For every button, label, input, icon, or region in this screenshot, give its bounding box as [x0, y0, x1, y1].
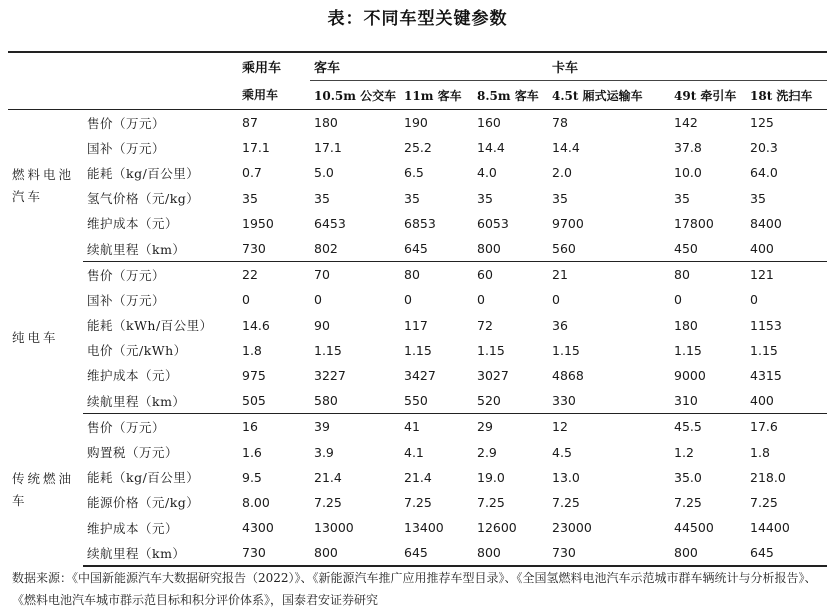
value-cell: 9700	[552, 215, 584, 231]
value-cell: 1153	[750, 317, 782, 333]
header-row-top	[8, 52, 827, 81]
metric-label: 续航里程（km）	[83, 236, 238, 262]
value-cell: 7.25	[314, 494, 342, 510]
value-cell: 80	[674, 267, 690, 283]
value-cell: 802	[310, 236, 400, 262]
value-cell: 36	[552, 317, 568, 333]
table-row	[8, 313, 827, 338]
table-row	[8, 515, 827, 540]
value-cell: 9000	[674, 367, 706, 383]
value-cell: 35	[404, 190, 420, 206]
value-cell: 400	[746, 388, 827, 414]
table-row	[8, 110, 827, 136]
value-cell: 45.5	[674, 419, 702, 435]
table-row	[8, 287, 827, 312]
value-cell: 35	[314, 190, 330, 206]
value-cell: 3227	[314, 367, 346, 383]
table-row	[8, 338, 827, 363]
value-cell: 730	[238, 236, 310, 262]
value-cell: 6.5	[404, 165, 424, 181]
value-cell: 1.8	[242, 342, 262, 358]
value-cell: 90	[314, 317, 330, 333]
value-cell: 1.8	[750, 444, 770, 460]
value-cell: 800	[670, 540, 746, 566]
value-cell: 4868	[552, 367, 584, 383]
value-cell: 21.4	[404, 469, 432, 485]
value-cell: 2.9	[477, 444, 497, 460]
value-cell: 550	[400, 388, 473, 414]
value-cell: 70	[314, 267, 330, 283]
metric-label: 国补（万元）	[87, 140, 166, 156]
value-cell: 4.0	[477, 165, 497, 181]
value-cell: 4300	[242, 520, 274, 536]
value-cell: 12	[552, 419, 568, 435]
value-cell: 80	[404, 267, 420, 283]
value-cell: 121	[750, 267, 774, 283]
value-cell: 7.25	[674, 494, 702, 510]
table-row	[8, 262, 827, 288]
value-cell: 17.6	[750, 419, 778, 435]
value-cell: 6453	[314, 215, 346, 231]
value-cell: 87	[242, 115, 258, 131]
value-cell: 1.2	[674, 444, 694, 460]
metric-label: 购置税（万元）	[87, 445, 179, 461]
value-cell: 505	[238, 388, 310, 414]
table-row	[8, 186, 827, 211]
value-cell: 3027	[477, 367, 509, 383]
value-cell: 64.0	[750, 165, 778, 181]
value-cell: 9.5	[242, 469, 262, 485]
value-cell: 14.4	[552, 140, 580, 156]
table-row	[8, 236, 827, 262]
value-cell: 19.0	[477, 469, 505, 485]
metric-label: 维护成本（元）	[87, 368, 179, 384]
value-cell: 17.1	[242, 140, 270, 156]
value-cell: 6053	[477, 215, 509, 231]
metric-label: 能源价格（元/kg）	[87, 495, 200, 511]
subheader-cell: 10.5m 公交车	[310, 81, 400, 110]
metric-label: 续航里程（km）	[83, 540, 238, 566]
value-cell: 23000	[552, 520, 592, 536]
group-label: 燃料电池汽车	[12, 166, 75, 204]
metric-label: 售价（万元）	[87, 115, 166, 131]
value-cell: 35	[552, 190, 568, 206]
value-cell: 330	[548, 388, 670, 414]
subheader-cell: 4.5t 厢式运输车	[548, 81, 670, 110]
value-cell: 1.15	[552, 342, 580, 358]
value-cell: 10.0	[674, 165, 702, 181]
value-cell: 39	[314, 419, 330, 435]
metric-label: 维护成本（元）	[87, 520, 179, 536]
table-row	[8, 439, 827, 464]
value-cell: 4315	[750, 367, 782, 383]
subheader-cell: 8.5m 客车	[473, 81, 548, 110]
value-cell: 800	[473, 236, 548, 262]
subheader-cell: 乘用车	[238, 81, 310, 110]
value-cell: 29	[477, 419, 493, 435]
value-cell: 0.7	[242, 165, 262, 181]
value-cell: 800	[473, 540, 548, 566]
value-cell: 7.25	[477, 494, 505, 510]
value-cell: 14400	[750, 520, 790, 536]
value-cell: 13400	[404, 520, 444, 536]
value-cell: 35	[242, 190, 258, 206]
group-label: 传统燃油车	[12, 471, 75, 509]
data-source-note: 数据来源：《中国新能源汽车大数据研究报告（2022）》、《新能源汽车推广应用推荐车型目录》、《全国氢燃料电池汽车示范城市群车辆统计与分析报告》、《燃料电池汽车城市群示范目标和积分评价体系》，国泰君安证券研究	[12, 571, 817, 607]
value-cell: 17800	[674, 215, 714, 231]
value-cell: 5.0	[314, 165, 334, 181]
value-cell: 730	[238, 540, 310, 566]
value-cell: 35	[674, 190, 690, 206]
subheader-cell: 18t 洗扫车	[746, 81, 827, 110]
value-cell: 8.00	[242, 494, 270, 510]
table-title: 表：不同车型关键参数	[327, 9, 508, 29]
value-cell: 35.0	[674, 469, 702, 485]
value-cell: 560	[548, 236, 670, 262]
value-cell: 14.6	[242, 317, 270, 333]
value-cell: 17.1	[314, 140, 342, 156]
value-cell: 800	[310, 540, 400, 566]
value-cell: 16	[242, 419, 258, 435]
value-cell: 2.0	[552, 165, 572, 181]
metric-label: 能耗（kg/百公里）	[87, 165, 200, 181]
metric-label: 维护成本（元）	[87, 216, 179, 232]
value-cell: 975	[242, 367, 266, 383]
value-cell: 37.8	[674, 140, 702, 156]
header-bus: 客车	[310, 52, 548, 81]
value-cell: 400	[746, 236, 827, 262]
value-cell: 13.0	[552, 469, 580, 485]
value-cell: 44500	[674, 520, 714, 536]
value-cell: 1.6	[242, 444, 262, 460]
value-cell: 1.15	[750, 342, 778, 358]
value-cell: 7.25	[552, 494, 580, 510]
value-cell: 14.4	[477, 140, 505, 156]
table-row	[8, 540, 827, 566]
value-cell: 4.1	[404, 444, 424, 460]
table-row	[8, 490, 827, 515]
metric-label: 能耗（kWh/百公里）	[87, 318, 213, 334]
vehicle-parameters-table	[8, 51, 827, 567]
value-cell: 645	[400, 236, 473, 262]
value-cell: 78	[552, 115, 568, 131]
value-cell: 1950	[242, 215, 274, 231]
value-cell: 35	[750, 190, 766, 206]
value-cell: 12600	[477, 520, 517, 536]
table-row	[8, 363, 827, 388]
value-cell: 450	[670, 236, 746, 262]
table-row	[8, 465, 827, 490]
value-cell: 20.3	[750, 140, 778, 156]
group-label: 纯电车	[12, 329, 59, 345]
value-cell: 310	[670, 388, 746, 414]
value-cell: 0	[552, 292, 560, 308]
header-truck: 卡车	[548, 52, 827, 81]
table-row	[8, 414, 827, 440]
table-row	[8, 211, 827, 236]
value-cell: 1.15	[404, 342, 432, 358]
value-cell: 0	[750, 292, 758, 308]
value-cell: 0	[674, 292, 682, 308]
value-cell: 0	[242, 292, 250, 308]
metric-label: 能耗（kg/百公里）	[87, 470, 200, 486]
value-cell: 1.15	[477, 342, 505, 358]
value-cell: 21.4	[314, 469, 342, 485]
value-cell: 3.9	[314, 444, 334, 460]
table-row	[8, 388, 827, 414]
value-cell: 180	[674, 317, 698, 333]
metric-label: 电价（元/kWh）	[87, 343, 187, 359]
value-cell: 7.25	[404, 494, 432, 510]
header-passenger-car: 乘用车	[242, 61, 282, 77]
value-cell: 72	[477, 317, 493, 333]
metric-label: 售价（万元）	[87, 419, 166, 435]
table-body	[8, 110, 827, 567]
header-row-sub	[8, 81, 827, 110]
table-row	[8, 135, 827, 160]
value-cell: 0	[314, 292, 322, 308]
value-cell: 160	[477, 115, 501, 131]
value-cell: 730	[548, 540, 670, 566]
value-cell: 13000	[314, 520, 354, 536]
value-cell: 4.5	[552, 444, 572, 460]
value-cell: 8400	[750, 215, 782, 231]
metric-label: 续航里程（km）	[83, 388, 238, 414]
value-cell: 60	[477, 267, 493, 283]
value-cell: 1.15	[674, 342, 702, 358]
value-cell: 125	[750, 115, 774, 131]
value-cell: 142	[674, 115, 698, 131]
value-cell: 0	[404, 292, 412, 308]
value-cell: 21	[552, 267, 568, 283]
value-cell: 117	[404, 317, 428, 333]
value-cell: 6853	[404, 215, 436, 231]
value-cell: 645	[746, 540, 827, 566]
value-cell: 645	[400, 540, 473, 566]
value-cell: 7.25	[750, 494, 778, 510]
value-cell: 218.0	[750, 469, 786, 485]
metric-label: 售价（万元）	[87, 267, 166, 283]
value-cell: 22	[242, 267, 258, 283]
subheader-cell: 11m 客车	[400, 81, 473, 110]
value-cell: 3427	[404, 367, 436, 383]
value-cell: 41	[404, 419, 420, 435]
value-cell: 1.15	[314, 342, 342, 358]
table-row	[8, 160, 827, 185]
metric-label: 国补（万元）	[87, 292, 166, 308]
value-cell: 190	[404, 115, 428, 131]
metric-label: 氢气价格（元/kg）	[87, 191, 200, 207]
value-cell: 180	[314, 115, 338, 131]
value-cell: 35	[477, 190, 493, 206]
value-cell: 580	[310, 388, 400, 414]
subheader-cell: 49t 牵引车	[670, 81, 746, 110]
value-cell: 0	[477, 292, 485, 308]
value-cell: 25.2	[404, 140, 432, 156]
value-cell: 520	[473, 388, 548, 414]
